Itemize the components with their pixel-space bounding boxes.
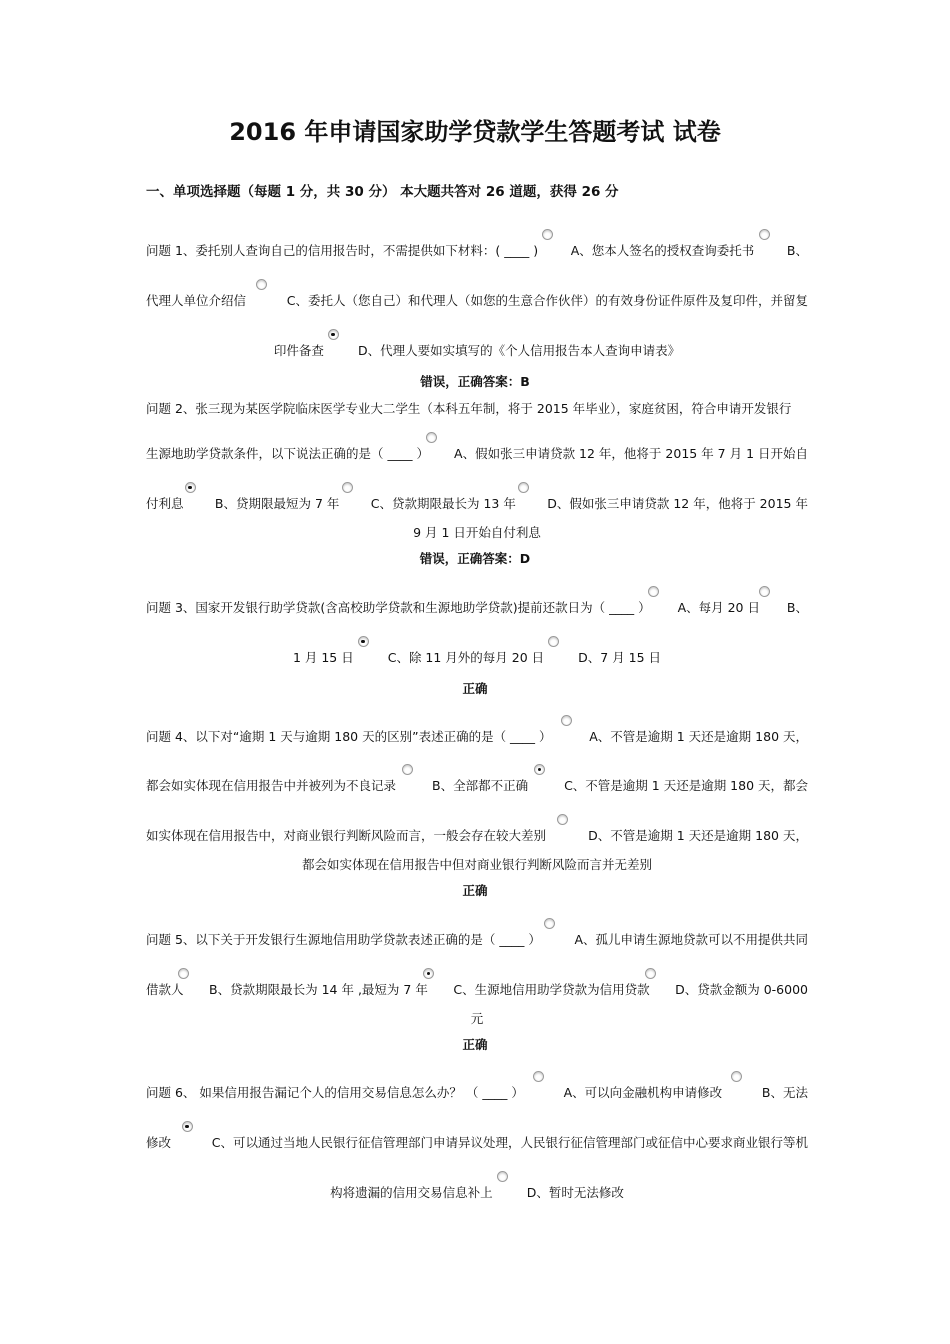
question-6-option-b-end: 修改 [146,1135,172,1150]
option-label: A、不管是逾期 1 天还是逾期 180 天， [589,729,808,744]
question-4-option-b[interactable] [432,776,528,796]
question-3-option-d[interactable] [578,648,661,668]
option-label: D、代理人要如实填写的《个人信用报告本人查询申请表》 [357,343,681,358]
question-5-stem: 问题 5、以下关于开发银行生源地信用助学贷款表述正确的是（ ____ ） [146,932,541,947]
option-label: A、每月 20 日 [677,600,760,615]
radio-button-selected-icon[interactable] [182,1121,193,1132]
question-1-option-c[interactable] [287,291,808,311]
question-1-option-b-end: 代理人单位介绍信 [146,293,247,308]
question-1-option-b-start[interactable] [787,241,808,261]
radio-button-selected-icon[interactable] [185,482,196,493]
question-3-result: 正确 [462,681,488,696]
question-6-line-1 [146,1083,808,1103]
question-2-option-a[interactable] [454,444,808,464]
question-5-option-a[interactable] [574,930,808,950]
radio-button-selected-icon[interactable] [423,968,434,979]
question-6-line-2 [146,1133,808,1153]
question-1-option-c-end: 印件备查 [273,343,324,358]
option-label: C、贷款期限最长为 13 年 [370,496,516,511]
question-3-option-b-start[interactable] [787,598,808,618]
question-4-option-c-end: 如实体现在信用报告中，对商业银行判断风险而言，一般会存在较大差别 [146,828,547,843]
option-label: B、 [786,600,808,615]
radio-button-icon[interactable] [402,764,413,775]
question-4-option-a-end: 都会如实体现在信用报告中并被列为不良记录 [146,778,397,793]
radio-button-icon[interactable] [561,715,572,726]
question-4-option-a[interactable] [589,727,808,747]
option-label: C、生源地信用助学贷款为信用贷款 [453,982,650,997]
option-label: B、全部都不正确 [432,778,529,793]
radio-button-icon[interactable] [533,1071,544,1082]
radio-button-icon[interactable] [648,586,659,597]
option-label: A、您本人签名的授权查询委托书 [570,243,755,258]
question-4-line-1 [146,727,808,747]
question-3-line-2 [146,648,808,668]
question-5-option-d[interactable] [675,980,808,1000]
question-1-line-1 [146,241,808,261]
question-1-option-d[interactable] [358,341,680,361]
question-4-stem: 问题 4、以下对“逾期 1 天与逾期 180 天的区别”表述正确的是（ ____ ） [146,729,552,744]
radio-button-selected-icon[interactable] [534,764,545,775]
question-3-line-1 [146,598,808,618]
question-4-option-c[interactable] [564,776,808,796]
question-5-line-2 [146,980,808,1000]
radio-button-selected-icon[interactable] [358,636,369,647]
radio-button-icon[interactable] [548,636,559,647]
question-6-option-c-end: 构将遗漏的信用交易信息补上 [330,1185,493,1200]
page-title: 2016 年申请国家助学贷款学生答题考试 试卷 [229,118,721,146]
question-4-line-2 [146,776,808,796]
question-3-option-b-end: 1 月 15 日 [292,650,354,665]
question-2-option-b[interactable] [215,494,339,514]
option-label: D、7 月 15 日 [578,650,662,665]
question-2-line-4: 9 月 1 日开始自付利息 [413,525,541,540]
question-2-result: 错误，正确答案：D [419,551,531,566]
question-5-option-a-end: 借款人 [146,982,184,997]
question-5-line-1 [146,930,808,950]
option-label: D、假如张三申请贷款 12 年，他将于 2015 年 [547,496,808,511]
radio-button-icon[interactable] [518,482,529,493]
question-6-option-d[interactable] [527,1183,624,1203]
radio-button-icon[interactable] [178,968,189,979]
radio-button-icon[interactable] [544,918,555,929]
option-label: C、可以通过当地人民银行征信管理部门申请异议处理，人民银行征信管理部门或征信中心要求商业银行等机 [211,1135,808,1150]
option-label: B、无法 [761,1085,808,1100]
radio-button-icon[interactable] [256,279,267,290]
question-5-option-b[interactable] [209,980,428,1000]
option-label: A、可以向金融机构申请修改 [563,1085,723,1100]
option-label: A、孤儿申请生源地贷款可以不用提供共同 [574,932,808,947]
section-heading: 一、单项选择题（每题 1 分，共 30 分） 本大题共答对 26 道题，获得 26 分 [146,184,619,200]
question-2-line-2 [146,444,808,464]
radio-button-icon[interactable] [497,1171,508,1182]
question-5-result: 正确 [462,1037,488,1052]
option-label: C、除 11 月外的每月 20 日 [387,650,545,665]
radio-button-icon[interactable] [759,586,770,597]
question-5-option-c[interactable] [453,980,649,1000]
question-2-option-c[interactable] [371,494,516,514]
question-1-line-3 [146,341,808,361]
option-label: C、不管是逾期 1 天还是逾期 180 天，都会 [564,778,808,793]
option-label: B、贷款期限最长为 14 年 ,最短为 7 年 [209,982,428,997]
question-6-line-3 [146,1183,808,1203]
radio-button-icon[interactable] [759,229,770,240]
radio-button-icon[interactable] [557,814,568,825]
question-1-result: 错误，正确答案：B [420,374,530,389]
question-3-stem: 问题 3、国家开发银行助学贷款(含高校助学贷款和生源地助学贷款)提前还款日为（ ____ ） [146,600,651,615]
question-6-option-b-start[interactable] [762,1083,808,1103]
radio-button-icon[interactable] [645,968,656,979]
question-1-option-a[interactable] [571,241,755,261]
question-3-option-c[interactable] [388,648,544,668]
option-label: D、暂时无法修改 [526,1185,624,1200]
question-6-option-a[interactable] [564,1083,723,1103]
question-2-option-d[interactable] [547,494,808,514]
radio-button-icon[interactable] [426,432,437,443]
question-4-option-d[interactable] [588,826,808,846]
option-label: A、假如张三申请贷款 12 年，他将于 2015 年 7 月 1 日开始自 [454,446,808,461]
question-1-stem: 问题 1、委托别人查询自己的信用报告时，不需提供如下材料：( ____ ) [146,243,539,258]
question-2-option-a-end: 付利息 [146,496,184,511]
radio-button-selected-icon[interactable] [328,329,339,340]
radio-button-icon[interactable] [542,229,553,240]
option-label: C、委托人（您自己）和代理人（如您的生意合作伙伴）的有效身份证件原件及复印件，并留复 [286,293,808,308]
question-4-line-4: 都会如实体现在信用报告中但对商业银行判断风险而言并无差别 [301,857,652,872]
question-2-line-1: 问题 2、张三现为某医学院临床医学专业大二学生（本科五年制，将于 2015 年毕业），家庭贫困，符合申请开发银行 [146,401,792,416]
radio-button-icon[interactable] [342,482,353,493]
option-label: B、贷期限最短为 7 年 [214,496,340,511]
question-6-stem: 问题 6、 如果信用报告漏记个人的信用交易信息怎么办？ （ ____ ） [146,1085,524,1100]
option-label: D、不管是逾期 1 天还是逾期 180 天， [588,828,808,843]
question-2-stem: 生源地助学贷款条件，以下说法正确的是（ ____ ） [146,446,429,461]
question-5-line-3: 元 [470,1011,484,1026]
question-6-option-c[interactable] [212,1133,808,1153]
option-label: D、贷款金额为 0-6000 [675,982,808,997]
question-1-line-2 [146,291,808,311]
question-4-result: 正确 [462,883,488,898]
question-2-line-3 [146,494,808,514]
question-4-line-3 [146,826,808,846]
question-3-option-a[interactable] [678,598,760,618]
option-label: B、 [786,243,808,258]
radio-button-icon[interactable] [731,1071,742,1082]
